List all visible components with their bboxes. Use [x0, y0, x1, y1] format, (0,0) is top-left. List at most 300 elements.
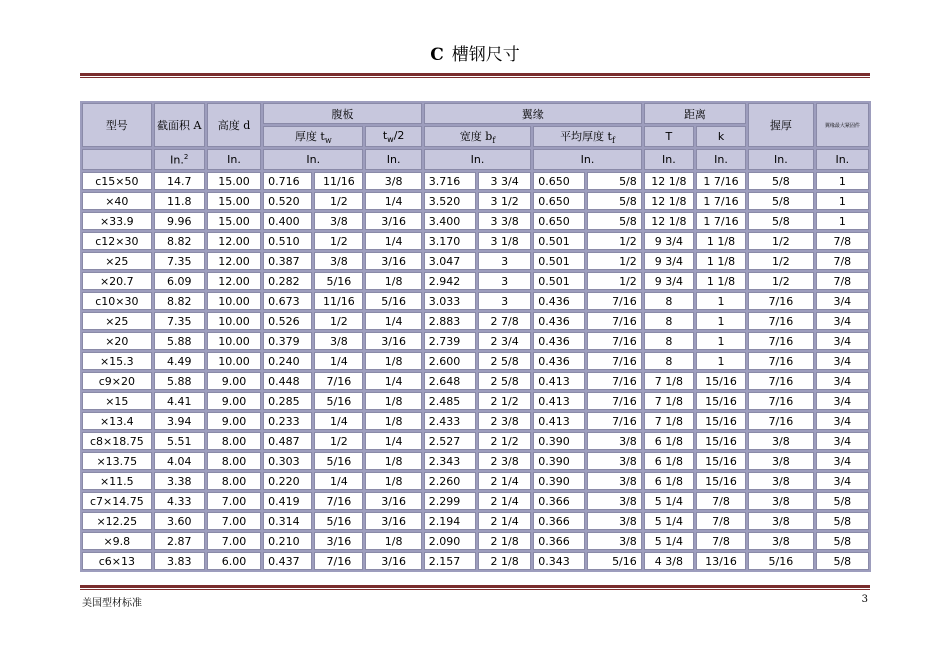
table-cell: 1/2 — [748, 252, 814, 270]
header-k: k — [696, 126, 746, 147]
table-row — [82, 532, 869, 550]
table-row — [82, 552, 869, 570]
table-cell: 3/8 — [748, 512, 814, 530]
table-cell: 1/8 — [365, 392, 421, 410]
table-cell: 12 1/8 — [644, 212, 694, 230]
table-cell: 4 3/8 — [644, 552, 694, 570]
header-designation: 型号 — [82, 103, 152, 147]
table-cell: 0.436 — [533, 332, 585, 350]
table-cell: 5.88 — [154, 332, 205, 350]
unit-designation — [82, 149, 152, 170]
table-cell: 7/16 — [748, 312, 814, 330]
table-cell: 0.716 — [263, 172, 312, 190]
table-row — [82, 232, 869, 250]
table-cell: 2.090 — [424, 532, 476, 550]
table-cell: 3/16 — [314, 532, 363, 550]
table-cell: 5/16 — [748, 552, 814, 570]
table-cell: 5/16 — [365, 292, 421, 310]
unit-max-fastener: In. — [816, 149, 869, 170]
table-cell: 2.194 — [424, 512, 476, 530]
table-cell: 5/8 — [587, 192, 641, 210]
table-cell: 15.00 — [207, 192, 261, 210]
table-cell: 1 — [816, 172, 869, 190]
table-cell: 12 1/8 — [644, 192, 694, 210]
table-cell: 0.366 — [533, 492, 585, 510]
table-cell: 5/16 — [314, 512, 363, 530]
table-cell: 0.233 — [263, 412, 312, 430]
table-cell: 1 — [816, 212, 869, 230]
table-cell: 3.047 — [424, 252, 476, 270]
table-cell: 12 1/8 — [644, 172, 694, 190]
table-cell: 7/16 — [587, 372, 641, 390]
table-cell: 1/2 — [587, 232, 641, 250]
table-cell: 3/8 — [748, 472, 814, 490]
table-cell: 0.413 — [533, 392, 585, 410]
table-cell: 6 1/8 — [644, 432, 694, 450]
header-flange-avg — [533, 126, 642, 147]
table-cell: 0.501 — [533, 272, 585, 290]
table-cell: ×12.25 — [82, 512, 152, 530]
table-cell: 1/2 — [314, 192, 363, 210]
table-cell: 3 — [478, 252, 531, 270]
table-cell: 3/16 — [365, 332, 421, 350]
table-cell: 7/16 — [587, 312, 641, 330]
table-cell: 11/16 — [314, 172, 363, 190]
table-cell: 0.390 — [533, 452, 585, 470]
table-cell: 0.650 — [533, 192, 585, 210]
table-cell: 7/16 — [587, 392, 641, 410]
table-cell: 5 1/4 — [644, 512, 694, 530]
table-cell: 12.00 — [207, 252, 261, 270]
table-cell: 5/8 — [748, 212, 814, 230]
table-cell: 3/4 — [816, 472, 869, 490]
table-cell: 9.96 — [154, 212, 205, 230]
table-cell: 2 3/8 — [478, 412, 531, 430]
table-cell: 3/4 — [816, 432, 869, 450]
header-T: T — [644, 126, 694, 147]
table-cell: 12.00 — [207, 232, 261, 250]
table-cell: 2.739 — [424, 332, 476, 350]
table-cell: 0.487 — [263, 432, 312, 450]
table-cell: 7/16 — [314, 492, 363, 510]
table-cell: 3/16 — [365, 212, 421, 230]
table-cell: 2.157 — [424, 552, 476, 570]
table-cell: 3/8 — [587, 512, 641, 530]
footer-title: 美国型材标准 — [82, 598, 142, 609]
table-row — [82, 372, 869, 390]
table-cell: 1/4 — [365, 192, 421, 210]
table-cell: 2 3/8 — [478, 452, 531, 470]
table-cell: 5/8 — [587, 172, 641, 190]
unit-half-t: In. — [365, 149, 421, 170]
table-row — [82, 172, 869, 190]
table-cell: 14.7 — [154, 172, 205, 190]
table-cell: 0.413 — [533, 372, 585, 390]
table-cell: 1 7/16 — [696, 212, 746, 230]
header-rule-thin — [80, 77, 870, 78]
table-cell: 0.282 — [263, 272, 312, 290]
table-cell: 1/4 — [314, 352, 363, 370]
unit-depth: In. — [207, 149, 261, 170]
table-cell: 1/2 — [587, 252, 641, 270]
table-cell: 7/16 — [587, 292, 641, 310]
table-cell: 0.240 — [263, 352, 312, 370]
table-cell: 7/16 — [587, 332, 641, 350]
table-cell: 4.41 — [154, 392, 205, 410]
table-cell: 0.400 — [263, 212, 312, 230]
table-cell: ×33.9 — [82, 212, 152, 230]
table-row — [82, 452, 869, 470]
table-cell: 2 1/4 — [478, 512, 531, 530]
table-row — [82, 272, 869, 290]
table-cell: c12×30 — [82, 232, 152, 250]
table-cell: 1/4 — [365, 432, 421, 450]
table-cell: 7/16 — [314, 552, 363, 570]
table-cell: ×25 — [82, 252, 152, 270]
table-cell: 2 5/8 — [478, 352, 531, 370]
table-cell: 2 1/2 — [478, 392, 531, 410]
table-cell: 3 1/2 — [478, 192, 531, 210]
table-cell: 0.437 — [263, 552, 312, 570]
table-cell: 15.00 — [207, 212, 261, 230]
table-cell: 3/8 — [587, 432, 641, 450]
unit-area-sup: 2 — [183, 152, 189, 161]
table-cell: 15/16 — [696, 392, 746, 410]
table-cell: 1/2 — [314, 232, 363, 250]
table-cell: 0.526 — [263, 312, 312, 330]
table-row — [82, 312, 869, 330]
table-cell: 2.299 — [424, 492, 476, 510]
table-cell: ×25 — [82, 312, 152, 330]
header-web: 腹板 — [263, 103, 422, 124]
table-cell: 9 3/4 — [644, 272, 694, 290]
table-cell: 7/16 — [314, 372, 363, 390]
table-cell: ×9.8 — [82, 532, 152, 550]
table-cell: 3/16 — [365, 512, 421, 530]
table-cell: 5 1/4 — [644, 532, 694, 550]
title-letter: C — [430, 45, 444, 65]
table-cell: 0.448 — [263, 372, 312, 390]
table-cell: 10.00 — [207, 352, 261, 370]
table-cell: 2 5/8 — [478, 372, 531, 390]
table-cell: 2.343 — [424, 452, 476, 470]
table-cell: 7/16 — [748, 392, 814, 410]
table-cell: 5/8 — [748, 192, 814, 210]
table-cell: 1 1/8 — [696, 232, 746, 250]
table-cell: 2 1/4 — [478, 472, 531, 490]
table-cell: c9×20 — [82, 372, 152, 390]
table-cell: 5.51 — [154, 432, 205, 450]
table-cell: 8.00 — [207, 472, 261, 490]
table-cell: 9.00 — [207, 372, 261, 390]
table-cell: 2.87 — [154, 532, 205, 550]
table-cell: 5/16 — [314, 452, 363, 470]
table-cell: 1/8 — [365, 532, 421, 550]
table-cell: 7/16 — [587, 352, 641, 370]
table-cell: 1 — [696, 352, 746, 370]
table-cell: 7/8 — [696, 532, 746, 550]
table-cell: 3.033 — [424, 292, 476, 310]
table-cell: 2 3/4 — [478, 332, 531, 350]
table-cell: 3 — [478, 292, 531, 310]
table-cell: 3 1/8 — [478, 232, 531, 250]
table-cell: 1/4 — [365, 372, 421, 390]
table-cell: 8.82 — [154, 292, 205, 310]
table-cell: 0.220 — [263, 472, 312, 490]
page-number: 3 — [861, 594, 868, 605]
table-cell: c10×30 — [82, 292, 152, 310]
table-row — [82, 512, 869, 530]
table-cell: 1 1/8 — [696, 252, 746, 270]
table-cell: c6×13 — [82, 552, 152, 570]
table-cell: 0.510 — [263, 232, 312, 250]
table-cell: 8.00 — [207, 452, 261, 470]
table-cell: 0.303 — [263, 452, 312, 470]
table-cell: 1/4 — [365, 312, 421, 330]
table-cell: 0.501 — [533, 252, 585, 270]
table-cell: 1/8 — [365, 412, 421, 430]
table-cell: 8.00 — [207, 432, 261, 450]
table-cell: 3 3/8 — [478, 212, 531, 230]
table-cell: 7/16 — [748, 352, 814, 370]
table-cell: 10.00 — [207, 292, 261, 310]
table-cell: 8.82 — [154, 232, 205, 250]
table-cell: 0.673 — [263, 292, 312, 310]
table-cell: 3.400 — [424, 212, 476, 230]
table-body — [82, 172, 869, 570]
table-cell: 3 — [478, 272, 531, 290]
table-cell: 0.436 — [533, 292, 585, 310]
table-cell: 3/8 — [748, 492, 814, 510]
table-cell: 6.09 — [154, 272, 205, 290]
table-cell: 2.600 — [424, 352, 476, 370]
table-cell: 7.35 — [154, 312, 205, 330]
unit-web-thickness: In. — [263, 149, 363, 170]
table-cell: 2.260 — [424, 472, 476, 490]
table-cell: 8 — [644, 352, 694, 370]
table-cell: 5/8 — [748, 172, 814, 190]
table-cell: 0.366 — [533, 532, 585, 550]
table-cell: 7/8 — [696, 492, 746, 510]
table-cell: 0.366 — [533, 512, 585, 530]
table-cell: 1 7/16 — [696, 192, 746, 210]
table-cell: 7/8 — [816, 252, 869, 270]
table-cell: 3.83 — [154, 552, 205, 570]
table-cell: 3.170 — [424, 232, 476, 250]
table-cell: 8 — [644, 292, 694, 310]
table-cell: 0.379 — [263, 332, 312, 350]
header-max-fastener: 翼缘最大紧固件 — [816, 103, 869, 147]
table-cell: 12.00 — [207, 272, 261, 290]
table-cell: 5/16 — [314, 392, 363, 410]
table-cell: 3/8 — [314, 212, 363, 230]
table-cell: 2 1/4 — [478, 492, 531, 510]
unit-grip: In. — [748, 149, 814, 170]
table-cell: 3/8 — [314, 332, 363, 350]
table-cell: 3.716 — [424, 172, 476, 190]
table-cell: 3.520 — [424, 192, 476, 210]
header-web-thickness — [263, 126, 363, 147]
half-t-sub: w — [387, 135, 394, 145]
table-cell: 3/4 — [816, 292, 869, 310]
table-cell: 1 — [816, 192, 869, 210]
table-cell: c15×50 — [82, 172, 152, 190]
table-cell: 8 — [644, 312, 694, 330]
table-cell: 7/16 — [748, 292, 814, 310]
table-cell: 8 — [644, 332, 694, 350]
table-cell: 5/8 — [587, 212, 641, 230]
table-cell: 3/4 — [816, 412, 869, 430]
flange-avg-sub: f — [611, 136, 615, 146]
table-cell: 4.49 — [154, 352, 205, 370]
table-cell: 5/16 — [587, 552, 641, 570]
table-cell: 3/8 — [748, 432, 814, 450]
table-cell: 3.94 — [154, 412, 205, 430]
table-cell: 3/16 — [365, 252, 421, 270]
table-cell: 5/8 — [816, 492, 869, 510]
header-distance: 距离 — [644, 103, 746, 124]
footer-rule — [80, 585, 870, 588]
table-cell: 2.485 — [424, 392, 476, 410]
table-cell: 3/8 — [748, 532, 814, 550]
table-cell: 0.501 — [533, 232, 585, 250]
table-cell: 15/16 — [696, 412, 746, 430]
table-cell: 1/2 — [314, 312, 363, 330]
table-cell: ×20.7 — [82, 272, 152, 290]
table-cell: 1/4 — [314, 472, 363, 490]
table-cell: 9.00 — [207, 412, 261, 430]
table-cell: 3/8 — [314, 252, 363, 270]
channel-dimensions-table — [80, 101, 871, 572]
table-cell: 3/4 — [816, 392, 869, 410]
table-cell: 7.00 — [207, 492, 261, 510]
table-cell: 3/16 — [365, 552, 421, 570]
table-cell: 3/8 — [587, 452, 641, 470]
table-cell: 3/8 — [748, 452, 814, 470]
table-cell: 1/8 — [365, 452, 421, 470]
table-cell: 3.60 — [154, 512, 205, 530]
table-cell: 2.433 — [424, 412, 476, 430]
table-cell: 3/4 — [816, 312, 869, 330]
table-cell: 10.00 — [207, 332, 261, 350]
header-grip: 握厚 — [748, 103, 814, 147]
table-cell: 5.88 — [154, 372, 205, 390]
table-row — [82, 252, 869, 270]
header-area: 截面积 A — [154, 103, 205, 147]
page-title — [0, 40, 950, 65]
table-cell: 7/16 — [587, 412, 641, 430]
table-cell: 0.650 — [533, 212, 585, 230]
table-cell: 0.390 — [533, 432, 585, 450]
table-cell: 7 1/8 — [644, 372, 694, 390]
table-cell: 9 3/4 — [644, 252, 694, 270]
table-cell: 2 1/2 — [478, 432, 531, 450]
table-cell: ×13.75 — [82, 452, 152, 470]
table-cell: 0.285 — [263, 392, 312, 410]
table-cell: 15/16 — [696, 472, 746, 490]
table-cell: 5/8 — [816, 512, 869, 530]
unit-k: In. — [696, 149, 746, 170]
table-cell: 7.35 — [154, 252, 205, 270]
table-cell: 3.38 — [154, 472, 205, 490]
table-cell: 7/8 — [816, 232, 869, 250]
table-cell: 2 1/8 — [478, 532, 531, 550]
table-cell: 3/8 — [587, 492, 641, 510]
table-cell: 4.04 — [154, 452, 205, 470]
table-cell: 5/16 — [314, 272, 363, 290]
unit-area — [154, 149, 205, 170]
table-cell: 0.436 — [533, 352, 585, 370]
table-cell: 3/16 — [365, 492, 421, 510]
table-cell: 7/16 — [748, 412, 814, 430]
table-cell: 2.942 — [424, 272, 476, 290]
flange-width-label: 宽度 b — [459, 129, 493, 143]
table-cell: 0.419 — [263, 492, 312, 510]
table-cell: c7×14.75 — [82, 492, 152, 510]
unit-flange-avg: In. — [533, 149, 642, 170]
table-cell: 3 3/4 — [478, 172, 531, 190]
table-cell: 1/4 — [314, 412, 363, 430]
table-cell: 3/8 — [365, 172, 421, 190]
table-cell: 11/16 — [314, 292, 363, 310]
table-cell: 6.00 — [207, 552, 261, 570]
table-row — [82, 392, 869, 410]
table-cell: 5/8 — [816, 532, 869, 550]
table-cell: 1/8 — [365, 472, 421, 490]
table-cell: 0.650 — [533, 172, 585, 190]
table-row — [82, 192, 869, 210]
table-cell: 15.00 — [207, 172, 261, 190]
table-cell: ×13.4 — [82, 412, 152, 430]
table-cell: 7/8 — [816, 272, 869, 290]
table-cell: 9.00 — [207, 392, 261, 410]
table-cell: 2.883 — [424, 312, 476, 330]
table-cell: 6 1/8 — [644, 452, 694, 470]
table-cell: 1 — [696, 292, 746, 310]
web-thickness-sub: w — [324, 136, 332, 146]
table-cell: ×11.5 — [82, 472, 152, 490]
table-row — [82, 352, 869, 370]
table-cell: 1/2 — [314, 432, 363, 450]
table-cell: 1/2 — [587, 272, 641, 290]
table-row — [82, 212, 869, 230]
table-cell: 1 7/16 — [696, 172, 746, 190]
table-cell: c8×18.75 — [82, 432, 152, 450]
unit-T: In. — [644, 149, 694, 170]
table-row — [82, 292, 869, 310]
header-flange: 翼缘 — [424, 103, 642, 124]
table-cell: 0.210 — [263, 532, 312, 550]
table-cell: 7/8 — [696, 512, 746, 530]
table-cell: 1 — [696, 332, 746, 350]
table-cell: 3/8 — [587, 472, 641, 490]
table-cell: 15/16 — [696, 372, 746, 390]
half-t-label: t — [382, 128, 388, 142]
table-cell: 7.00 — [207, 532, 261, 550]
table-cell: 1 — [696, 312, 746, 330]
table-cell: 15/16 — [696, 452, 746, 470]
table-cell: 1/2 — [748, 232, 814, 250]
table-cell: 0.343 — [533, 552, 585, 570]
table-cell: ×15 — [82, 392, 152, 410]
table-cell: 2 7/8 — [478, 312, 531, 330]
header-depth: 高度 d — [207, 103, 261, 147]
table-cell: 7.00 — [207, 512, 261, 530]
table-cell: 0.413 — [533, 412, 585, 430]
table-cell: 5/8 — [816, 552, 869, 570]
table-cell: 1/2 — [748, 272, 814, 290]
table-cell: 0.436 — [533, 312, 585, 330]
